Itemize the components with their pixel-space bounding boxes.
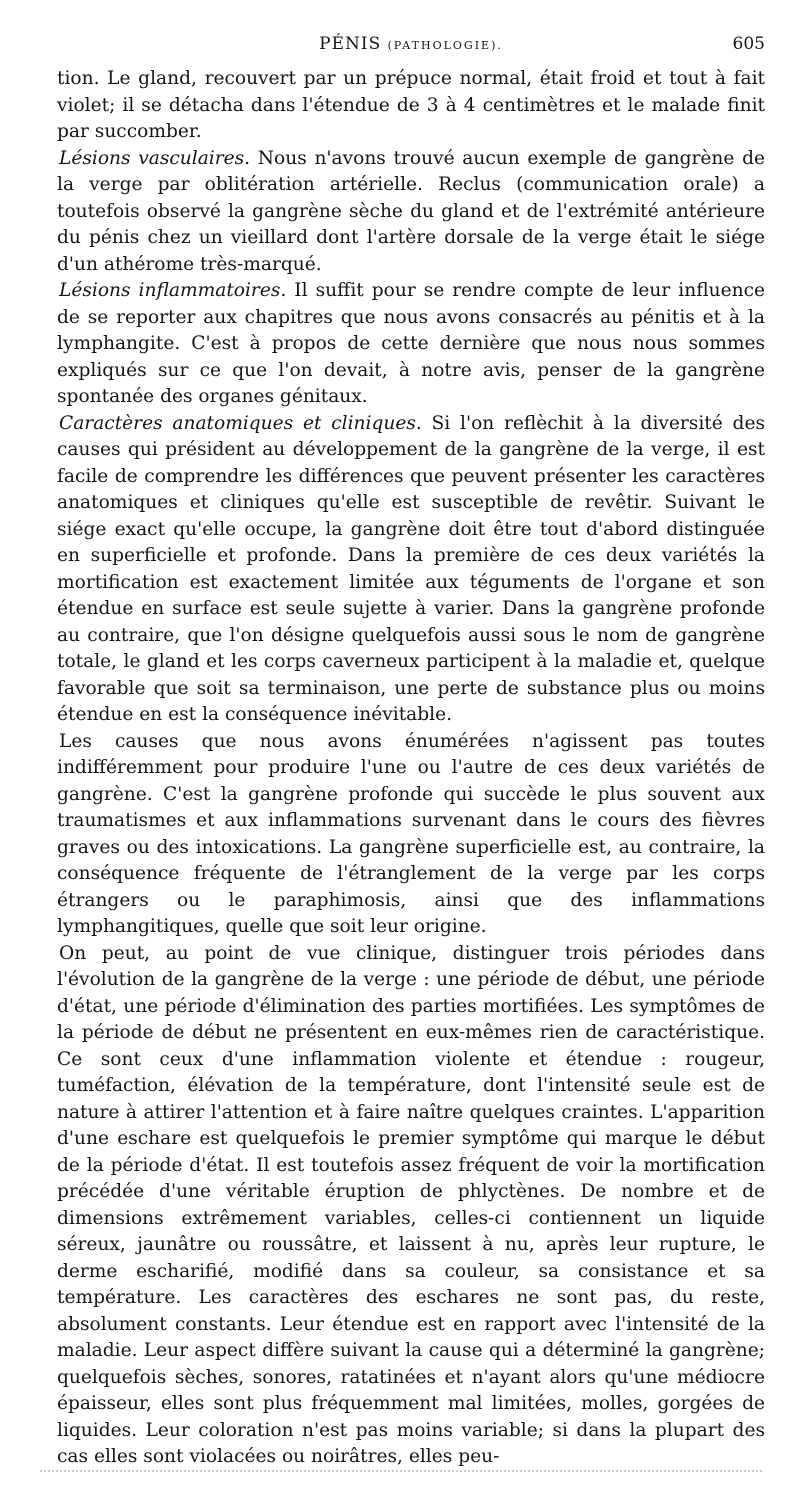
paragraph-heading: Lésions inflammatoires.: [59, 280, 287, 301]
running-title: [57, 34, 765, 54]
paragraph-causes: [57, 729, 765, 941]
paragraph-text: Les causes que nous avons énumérées n'agissent pas toutes indifféremment pour produire l'une ou l'autre de ces deux variétés de gangrène. C'est la gangrène profonde qui succède le plus souvent aux traumatismes et aux inflammations survenant dans le cours des fièvres graves ou des intoxications. La gangrène superficielle est, au contraire, la conséquence fréquente de l'étranglement de la verge par les corps étrangers ou le paraphimosis, ainsi que des inflammations lymphangitiques, quelle que soit leur origine.: [57, 730, 765, 937]
page-body: [57, 66, 765, 1471]
paragraph-clinical-periods: [57, 941, 765, 1471]
page-header: [57, 34, 765, 58]
paragraph-text: Nous n'avons trouvé aucun exemple de gangrène de la verge par oblitération artérielle. Reclus (communication orale) a toutefois observé la gangrène sèche du gland et de l'extrémité antérieure du pénis chez un vieillard dont l'artère dorsale de la verge était le siége d'un athérome très-marqué.: [57, 147, 765, 275]
paragraph-text: Il suffit pour se rendre compte de leur influence de se reporter aux chapitres que nous avons consacrés au pénitis et à la lymphangite. C'est à propos de cette dernière que nous nous sommes expliqués sur ce que l'on devait, à notre avis, penser de la gangrène spontanée des organes génitaux.: [57, 280, 765, 407]
paragraph-anatomical-clinical: [57, 411, 765, 729]
page-number: 605: [732, 34, 765, 54]
paragraph-inflammatory-lesions: [57, 278, 765, 411]
running-title-main: PÉNIS: [319, 34, 382, 54]
paragraph-heading: Lésions vasculaires.: [59, 147, 251, 169]
running-title-sub: (PATHOLOGIE).: [387, 39, 503, 52]
paragraph-text: tion. Le gland, recouvert par un prépuce normal, était froid et tout à fait violet; il se détacha dans l'étendue de 3 à 4 centimètres et le malade finit par succomber.: [57, 68, 765, 142]
paragraph-heading: Caractères anatomiques et cliniques.: [59, 412, 422, 434]
paragraph-continuation: [57, 66, 765, 146]
paragraph-text: On peut, au point de vue clinique, distinguer trois périodes dans l'évolution de la gangrène de la verge : une période de début, une période d'état, une période d'élimination des parties mortifiées. Les symptômes de la période de début ne présentent en eux-mêmes rien de caractéristique. Ce sont ceux d'une inflammation violente et étendue : rougeur, tuméfaction, élévation de la température, dont l'intensité seule est de nature à attirer l'attention et à faire naître quelques craintes. L'apparition d'une eschare est quelquefois le premier symptôme qui marque le début de la période d'état. Il est toutefois assez fréquent de voir la mortification précédée d'une véritable éruption de phlyctènes. De nombre et de dimensions extrêmement variables, celles-ci contiennent un liquide séreux, jaunâtre ou roussâtre, et laissent à nu, après leur rupture, le derme escharifié, modifié dans sa couleur, sa consistance et sa température. Les caractères des eschares ne sont pas, du reste, absolument constants. Leur étendue est en rapport avec l'intensité de la maladie. Leur aspect diffère suivant la cause qui a déterminé la gangrène; quelquefois sèches, sonores, ratatinées et n'ayant alors qu'une médiocre épaisseur, elles sont plus fréquemment mal limitées, molles, gorgées de liquides. Leur coloration n'est pas moins variable; si dans la plupart des cas elles sont violacées ou noirâtres, elles peu-: [57, 942, 765, 1467]
footer-rule: [40, 1470, 762, 1472]
paragraph-vascular-lesions: [57, 146, 765, 279]
paragraph-text: Si l'on reflèchit à la diversité des causes qui président au développement de la gangrène de la verge, il est facile de comprendre les différences que peuvent présenter les caractères anatomiques et cliniques qu'elle est susceptible de revêtir. Suivant le siége exact qu'elle occupe, la gangrène doit être tout d'abord distinguée en superficielle et profonde. Dans la première de ces deux variétés la mortification est exactement limitée aux téguments de l'organe et son étendue en surface est seule sujette à varier. Dans la gangrène profonde au contraire, que l'on désigne quelquefois aussi sous le nom de gangrène totale, le gland et les corps caverneux participent à la maladie et, quelque favorable que soit sa terminaison, une perte de substance plus ou moins étendue en est la conséquence inévitable.: [57, 412, 765, 725]
